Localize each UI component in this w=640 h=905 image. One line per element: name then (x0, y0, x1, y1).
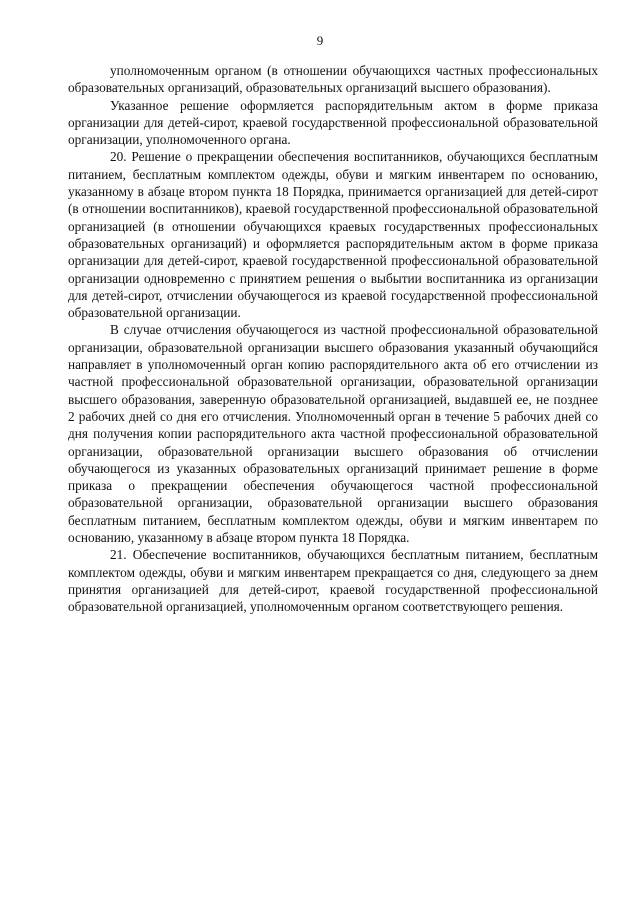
paragraph-expulsion-case: В случае отчисления обучающегося из частной профессиональной образовательной организации, образовательной организации высшего образования указанный обучающийся направляет в уполномоченный орган копию распорядительного акта об его отчислении из частной профессиональной образовательной организации, образовательной организации высшего образования, заверенную образовательной организацией, выдавшей ее, не позднее 2 рабочих дней со дня его отчисления. Уполномоченный орган в течение 5 рабочих дней со дня получения копии распорядительного акта частной профессиональной образовательной организации, образовательной организации высшего образования об отчислении обучающегося из указанных образовательных организаций принимает решение в форме приказа о прекращении обеспечения обучающегося частной профессиональной образовательной организации, образовательной организации высшего образования бесплатным питанием, бесплатным комплектом одежды, обуви и мягким инвентарем по основанию, указанному в абзаце втором пункта 18 Порядка. (68, 322, 598, 546)
document-body (68, 62, 598, 616)
paragraph-item-21: 21. Обеспечение воспитанников, обучающихся бесплатным питанием, бесплатным комплектом одежды, обуви и мягким инвентарем прекращается со дня, следующего за днем принятия организацией для детей-сирот, краевой государственной профессиональной образовательной организацией, уполномоченным органом соответствующего решения. (68, 547, 598, 615)
paragraph-item-20: 20. Решение о прекращении обеспечения воспитанников, обучающихся бесплатным питанием, бесплатным комплектом одежды, обуви и мягким инвентарем по основанию, указанному в абзаце втором пункта 18 Порядка, принимается организацией для детей-сирот (в отношении воспитанников), краевой государственной профессиональной образовательной организацией (в отношении обучающихся краевых государственных профессиональных образовательных организаций) и оформляется распорядительным актом в форме приказа организации для детей-сирот, краевой государственной профессиональной образовательной организации одновременно с принятием решения о выбытии воспитанника из организации для детей-сирот, отчислении обучающегося из краевой государственной профессиональной образовательной организации. (68, 149, 598, 321)
paragraph-order-decision: Указанное решение оформляется распорядительным актом в форме приказа организации для детей-сирот, краевой государственной профессиональной образовательной организации, уполномоченного органа. (68, 97, 598, 148)
page-number: 9 (316, 33, 324, 48)
paragraph-continuation: уполномоченным органом (в отношении обучающихся частных профессиональных образовательных организаций, образовательных организаций высшего образования). (68, 63, 598, 96)
